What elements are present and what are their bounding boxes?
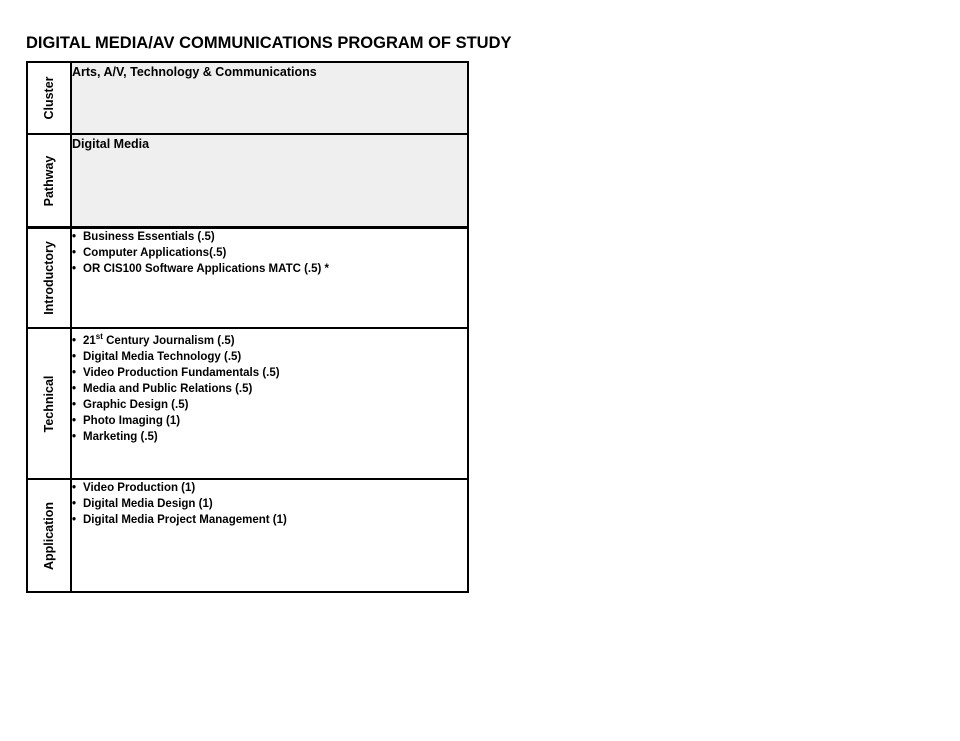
bullet-icon: • — [72, 334, 77, 347]
application-courses — [71, 479, 468, 592]
application-label-cell — [27, 479, 71, 592]
bullet-icon: • — [72, 350, 77, 363]
pathway-row — [27, 134, 468, 228]
list-item — [72, 229, 467, 245]
introductory-label-cell — [27, 228, 71, 329]
course-name: Media and Public Relations (.5) — [83, 382, 253, 395]
pathway-label: Pathway — [42, 155, 56, 206]
bullet-icon: • — [72, 514, 77, 526]
ordinal-suffix: st — [95, 332, 103, 341]
course-name: Digital Media Project Management (1) — [83, 514, 287, 526]
list-item — [72, 349, 467, 365]
bullet-icon: • — [72, 263, 77, 275]
application-label: Application — [42, 501, 56, 570]
bullet-icon: • — [72, 247, 77, 259]
introductory-row — [27, 228, 468, 329]
course-name: Digital Media Technology (.5) — [83, 350, 242, 363]
course-number: 21 — [83, 334, 96, 347]
introductory-label: Introductory — [42, 241, 56, 315]
list-item — [72, 381, 467, 397]
bullet-icon: • — [72, 414, 77, 427]
pathway-value: Digital Media — [71, 134, 468, 228]
technical-label-cell — [27, 328, 71, 479]
course-name: Photo Imaging (1) — [83, 414, 181, 427]
course-name: Graphic Design (.5) — [83, 398, 189, 411]
list-item — [72, 413, 467, 429]
course-name: Century Journalism (.5) — [102, 334, 235, 347]
course-name: Computer Applications(.5) — [83, 247, 227, 259]
program-of-study-table — [26, 61, 469, 593]
pathway-label-cell — [27, 134, 71, 228]
bullet-icon: • — [72, 366, 77, 379]
list-item — [72, 496, 467, 512]
cluster-value: Arts, A/V, Technology & Communications — [71, 62, 468, 134]
bullet-icon: • — [72, 231, 77, 243]
list-item — [72, 261, 467, 277]
cluster-row — [27, 62, 468, 134]
list-item — [72, 245, 467, 261]
cluster-label-cell — [27, 62, 71, 134]
bullet-icon: • — [72, 482, 77, 494]
technical-courses — [71, 328, 468, 479]
course-name: Marketing (.5) — [83, 430, 158, 443]
course-name: Video Production (1) — [83, 482, 196, 494]
bullet-icon: • — [72, 382, 77, 395]
course-name: Digital Media Design (1) — [83, 498, 213, 510]
list-item — [72, 480, 467, 496]
page-title: DIGITAL MEDIA/AV COMMUNICATIONS PROGRAM OF STUDY — [26, 34, 512, 52]
technical-row — [27, 328, 468, 479]
bullet-icon: • — [72, 498, 77, 510]
list-item — [72, 512, 467, 528]
application-row — [27, 479, 468, 592]
list-item — [72, 397, 467, 413]
cluster-label: Cluster — [42, 76, 56, 120]
list-item — [72, 429, 467, 445]
introductory-courses — [71, 228, 468, 329]
technical-label: Technical — [42, 375, 56, 432]
course-name: OR CIS100 Software Applications MATC (.5) * — [83, 263, 330, 275]
course-name: Business Essentials (.5) — [83, 231, 215, 243]
course-name: Video Production Fundamentals (.5) — [83, 366, 280, 379]
list-item — [72, 329, 467, 349]
list-item — [72, 365, 467, 381]
bullet-icon: • — [72, 398, 77, 411]
bullet-icon: • — [72, 430, 77, 443]
